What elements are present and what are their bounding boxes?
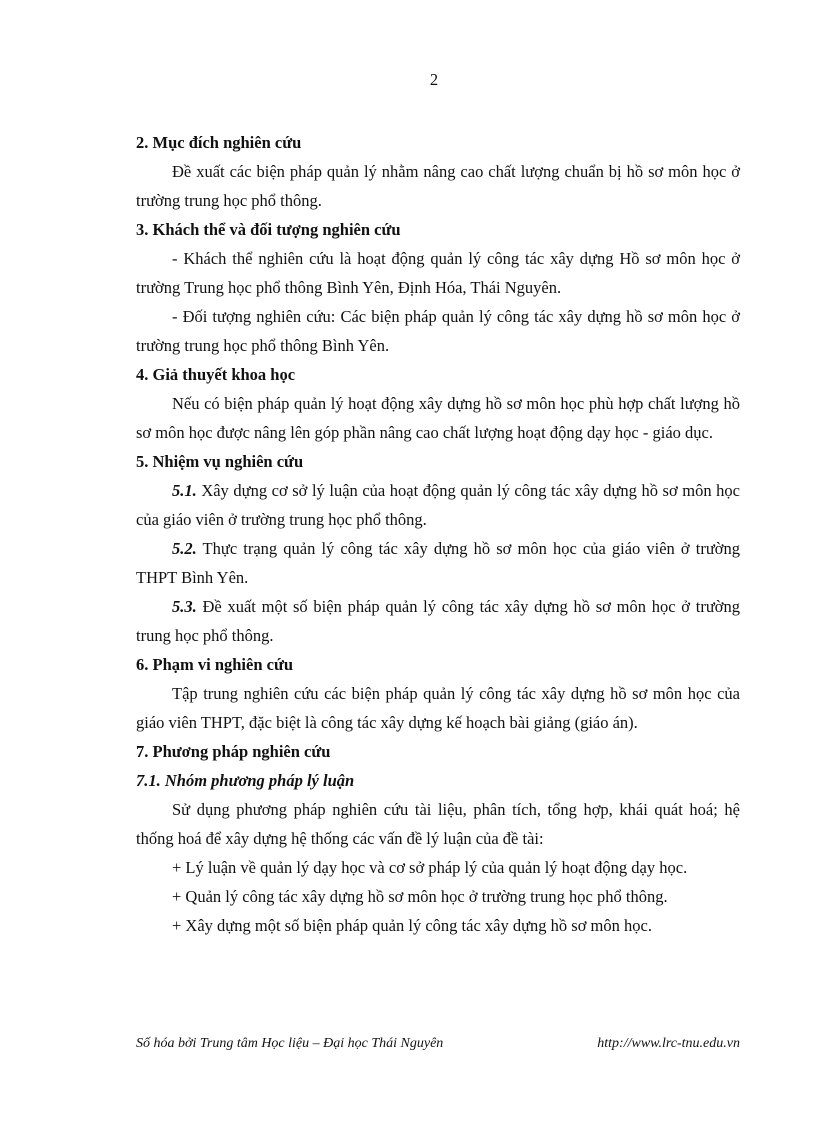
task-text: Thực trạng quản lý công tác xây dựng hồ sơ môn học của giáo viên ở trường THPT Bình Yên. <box>136 539 740 587</box>
section-heading: 2. Mục đích nghiên cứu <box>136 133 302 152</box>
paragraph: - Đối tượng nghiên cứu: Các biện pháp quản lý công tác xây dựng hồ sơ môn học ở trường trung học phổ thông Bình Yên. <box>136 307 740 355</box>
task-number: 5.1. <box>172 481 197 500</box>
task-paragraph <box>136 534 740 592</box>
paragraph: Tập trung nghiên cứu các biện pháp quản lý công tác xây dựng hồ sơ môn học của giáo viên THPT, đặc biệt là công tác xây dựng kế hoạch bài giảng (giáo án). <box>136 684 740 732</box>
document-body <box>136 128 740 940</box>
section-heading: 6. Phạm vi nghiên cứu <box>136 655 294 674</box>
paragraph: Đề xuất các biện pháp quản lý nhằm nâng cao chất lượng chuẩn bị hồ sơ môn học ở trường trung học phổ thông. <box>136 162 740 210</box>
list-item: + Xây dựng một số biện pháp quản lý công tác xây dựng hồ sơ môn học. <box>172 916 652 935</box>
section-heading: 3. Khách thể và đối tượng nghiên cứu <box>136 220 401 239</box>
page-footer <box>136 1036 740 1052</box>
subsection-heading: 7.1. Nhóm phương pháp lý luận <box>136 771 355 790</box>
page-number: 2 <box>429 70 439 89</box>
paragraph: Nếu có biện pháp quản lý hoạt động xây dựng hồ sơ môn học phù hợp chất lượng hồ sơ môn học được nâng lên góp phần nâng cao chất lượng hoạt động dạy học - giáo dục. <box>136 394 740 442</box>
section-heading: 7. Phương pháp nghiên cứu <box>136 742 331 761</box>
task-text: Xây dựng cơ sở lý luận của hoạt động quản lý công tác xây dựng hồ sơ môn học của giáo viên ở trường trung học phổ thông. <box>136 481 740 529</box>
section-heading: 4. Giả thuyết khoa học <box>136 365 296 384</box>
task-text: Đề xuất một số biện pháp quản lý công tác xây dựng hồ sơ môn học ở trường trung học phổ thông. <box>136 597 740 645</box>
task-paragraph <box>136 476 740 534</box>
footer-url: http://www.lrc-tnu.edu.vn <box>597 1036 740 1051</box>
list-item: + Lý luận về quản lý dạy học và cơ sở pháp lý của quản lý hoạt động dạy học. <box>172 858 688 877</box>
task-number: 5.3. <box>172 597 197 616</box>
paragraph: Sử dụng phương pháp nghiên cứu tài liệu, phân tích, tổng hợp, khái quát hoá; hệ thống hoá để xây dựng hệ thống các vấn đề lý luận của đề tài: <box>136 800 740 848</box>
task-paragraph <box>136 592 740 650</box>
paragraph: - Khách thể nghiên cứu là hoạt động quản lý công tác xây dựng Hồ sơ môn học ở trường Trung học phổ thông Bình Yên, Định Hóa, Thái Nguyên. <box>136 249 740 297</box>
footer-source: Số hóa bởi Trung tâm Học liệu – Đại học Thái Nguyên <box>136 1036 444 1051</box>
task-number: 5.2. <box>172 539 197 558</box>
list-item: + Quản lý công tác xây dựng hồ sơ môn học ở trường trung học phổ thông. <box>172 887 668 906</box>
section-heading: 5. Nhiệm vụ nghiên cứu <box>136 452 304 471</box>
